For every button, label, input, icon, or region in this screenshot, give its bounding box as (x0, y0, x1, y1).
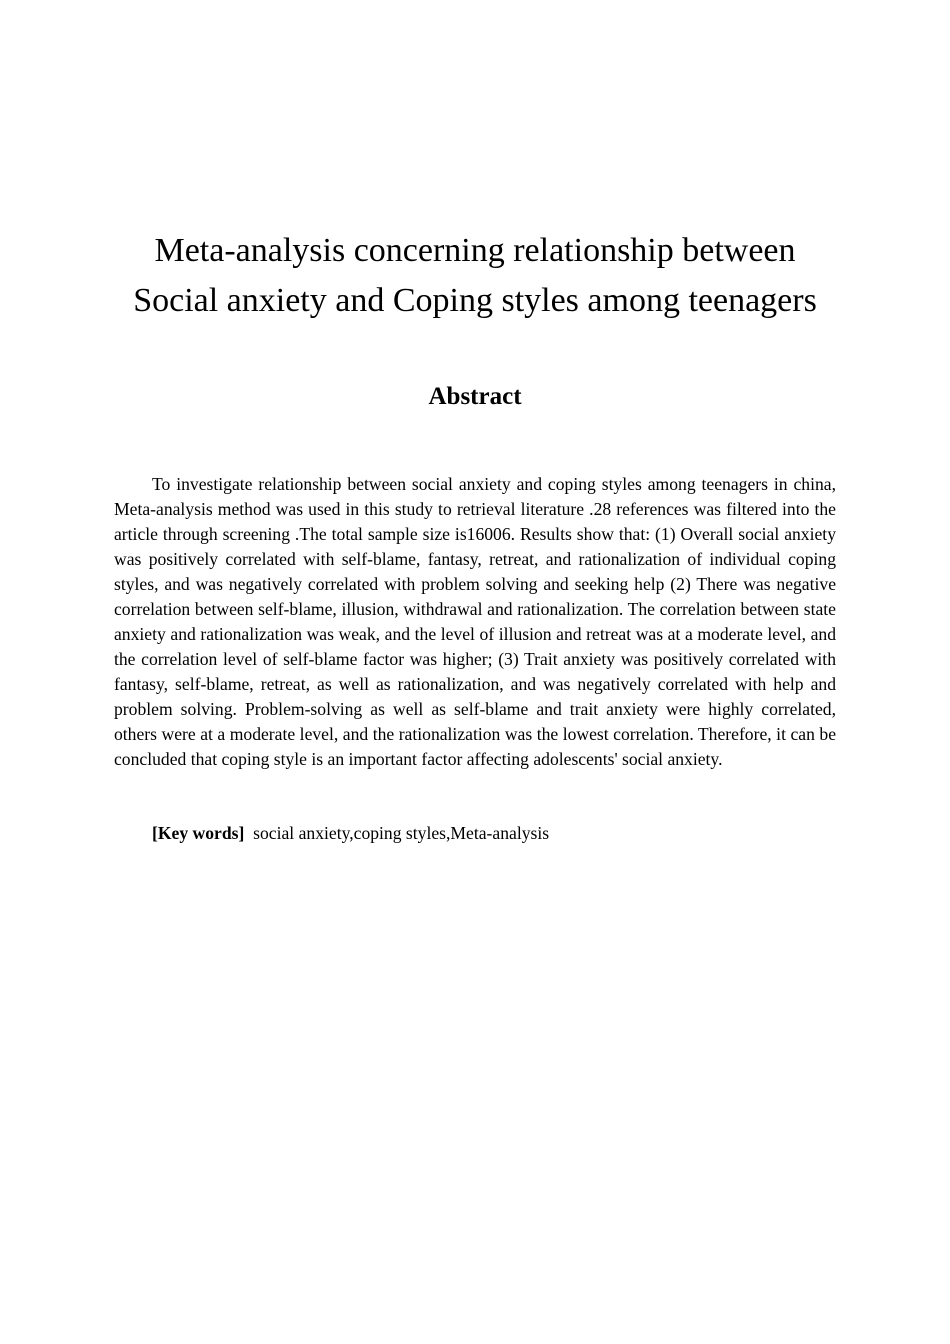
keywords-value: social anxiety,coping styles,Meta-analysis (253, 823, 550, 843)
paper-title-line-1: Meta-analysis concerning relationship between (154, 232, 796, 269)
keywords-label: [Key words] (152, 823, 245, 843)
paper-title-line-2: Social anxiety and Coping styles among teenagers (133, 282, 817, 319)
abstract-body: To investigate relationship between social anxiety and coping styles among teenagers in china, Meta-analysis method was used in this study to retrieval literature .28 references was filtered into the article through screening .The total sample size is16006. Results show that: (1) Overall social anxiety was positively correlated with self-blame, fantasy, retreat, and rationalization of individual coping styles, and was negatively correlated with problem solving and seeking help (2) There was negative correlation between self-blame, illusion, withdrawal and rationalization. The correlation between state anxiety and rationalization was weak, and the level of illusion and retreat was at a moderate level, and the correlation level of self-blame factor was higher; (3) Trait anxiety was positively correlated with fantasy, self-blame, retreat, as well as rationalization, and was negatively correlated with help and problem solving. Problem-solving as well as self-blame and trait anxiety were highly correlated, others were at a moderate level, and the rationalization was the lowest correlation. Therefore, it can be concluded that coping style is an important factor affecting adolescents' social anxiety. (114, 474, 836, 769)
keywords-line (114, 821, 836, 846)
paper-title (60, 226, 890, 326)
abstract-heading: Abstract (428, 383, 522, 410)
